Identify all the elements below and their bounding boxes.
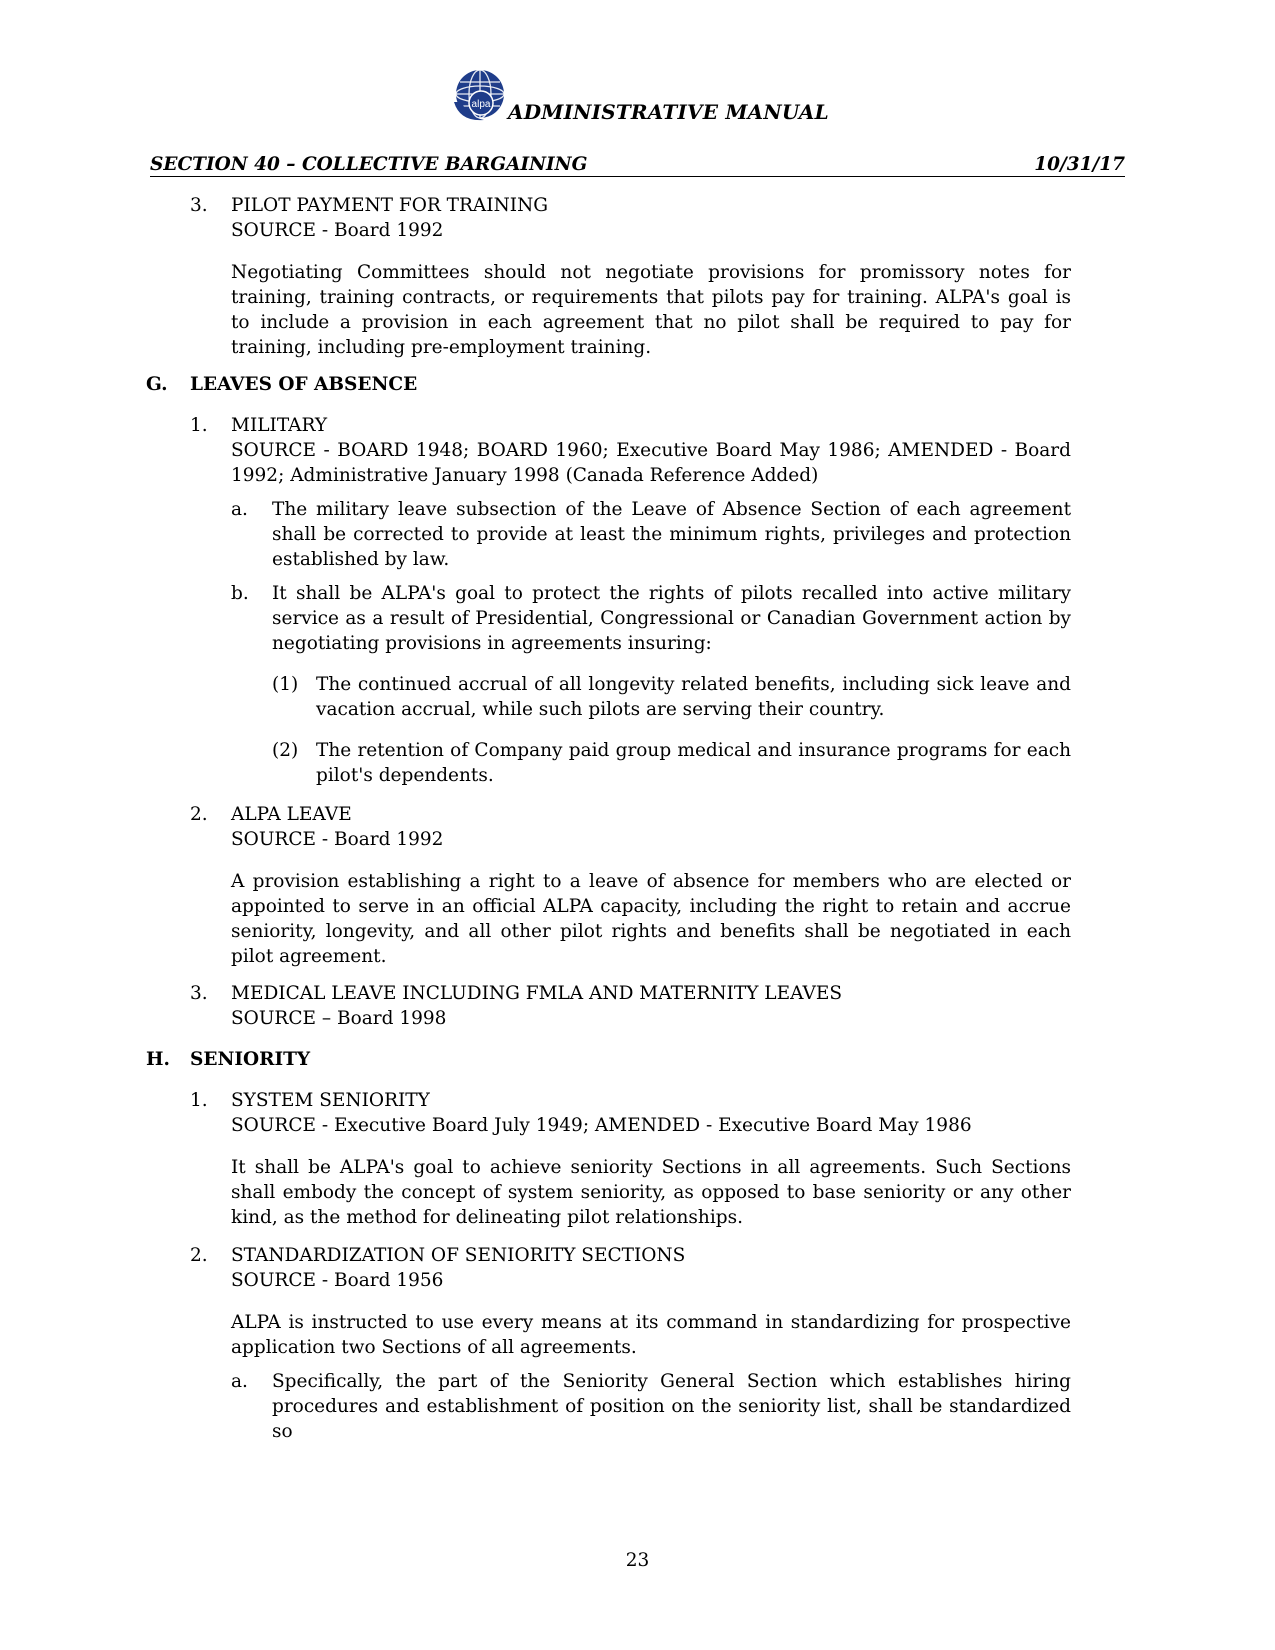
section-letter: G.	[146, 374, 168, 395]
item-body: Negotiating Committees should not negotiate provisions for promissory notes for training, training contracts, or requirements that pilots pay for training. ALPA's goal is to include a provision in each agreement that no pilot shall be required to pay for training, including pre-employment training.	[231, 262, 1071, 358]
subitem-text: The military leave subsection of the Leave of Absence Section of each agreement shall be corrected to provide at least the minimum rights, privileges and protection established by law.	[272, 499, 1071, 570]
item-number: 1.	[190, 415, 208, 436]
item-title: STANDARDIZATION OF SENIORITY SECTIONS	[231, 1245, 686, 1266]
item-title: ALPA LEAVE	[231, 804, 352, 825]
item-title: SYSTEM SENIORITY	[231, 1090, 430, 1111]
item-source: SOURCE – Board 1998	[231, 1008, 447, 1029]
item-source: SOURCE - Executive Board July 1949; AMENDED - Executive Board May 1986	[231, 1115, 972, 1136]
section-letter: H.	[146, 1049, 170, 1070]
item-body: ALPA is instructed to use every means at its command in standardizing for prospective application two Sections of all agreements.	[231, 1312, 1071, 1358]
subitem-text: Specifically, the part of the Seniority General Section which establishes hiring procedures and establishment of position on the seniority list, shall be standardized so	[272, 1371, 1071, 1442]
alpa-logo-icon	[450, 68, 506, 124]
section-heading: LEAVES OF ABSENCE	[190, 374, 418, 395]
item-number: 2.	[190, 804, 208, 825]
page-number: 23	[625, 1550, 650, 1571]
subsubitem-text: The continued accrual of all longevity related benefits, including sick leave and vacation accrual, while such pilots are serving their country.	[316, 674, 1071, 720]
item-source: SOURCE - Board 1992	[231, 220, 444, 241]
item-body: It shall be ALPA's goal to achieve seniority Sections in all agreements. Such Sections shall embody the concept of system seniority, as opposed to base seniority or any other kind, as the method for delineating pilot relationships.	[231, 1157, 1071, 1228]
subitem-label: a.	[231, 499, 248, 520]
item-number: 3.	[190, 983, 208, 1004]
revision-date: 10/31/17	[1034, 154, 1125, 175]
item-number: 3.	[190, 195, 208, 216]
section-header	[150, 154, 1125, 177]
item-title: MILITARY	[231, 415, 328, 436]
subitem-text: It shall be ALPA's goal to protect the rights of pilots recalled into active military service as a result of Presidential, Congressional or Canadian Government action by negotiating provisions in agreements insuring:	[272, 583, 1071, 654]
item-body: A provision establishing a right to a leave of absence for members who are elected or appointed to serve in an official ALPA capacity, including the right to retain and accrue seniority, longevity, and all other pilot rights and benefits shall be negotiated in each pilot agreement.	[231, 871, 1071, 967]
subsubitem-label: (2)	[272, 740, 299, 761]
subsubitem-text: The retention of Company paid group medical and insurance programs for each pilot's dependents.	[316, 740, 1071, 786]
item-source: SOURCE - Board 1992	[231, 829, 444, 850]
item-source: SOURCE - Board 1956	[231, 1270, 444, 1291]
item-title: MEDICAL LEAVE INCLUDING FMLA AND MATERNITY LEAVES	[231, 983, 843, 1004]
section-heading: SENIORITY	[190, 1049, 311, 1070]
svg-text:alpa: alpa	[471, 99, 491, 110]
manual-title: ADMINISTRATIVE MANUAL	[508, 100, 829, 124]
subitem-label: a.	[231, 1371, 248, 1392]
item-number: 2.	[190, 1245, 208, 1266]
subitem-label: b.	[231, 583, 249, 604]
section-title: SECTION 40 – COLLECTIVE BARGAINING	[150, 154, 588, 175]
item-title: PILOT PAYMENT FOR TRAINING	[231, 195, 549, 216]
item-number: 1.	[190, 1090, 208, 1111]
item-source: SOURCE - BOARD 1948; BOARD 1960; Executive Board May 1986; AMENDED - Board 1992; Administrative January 1998 (Canada Reference Added)	[231, 440, 1071, 486]
subsubitem-label: (1)	[272, 674, 299, 695]
